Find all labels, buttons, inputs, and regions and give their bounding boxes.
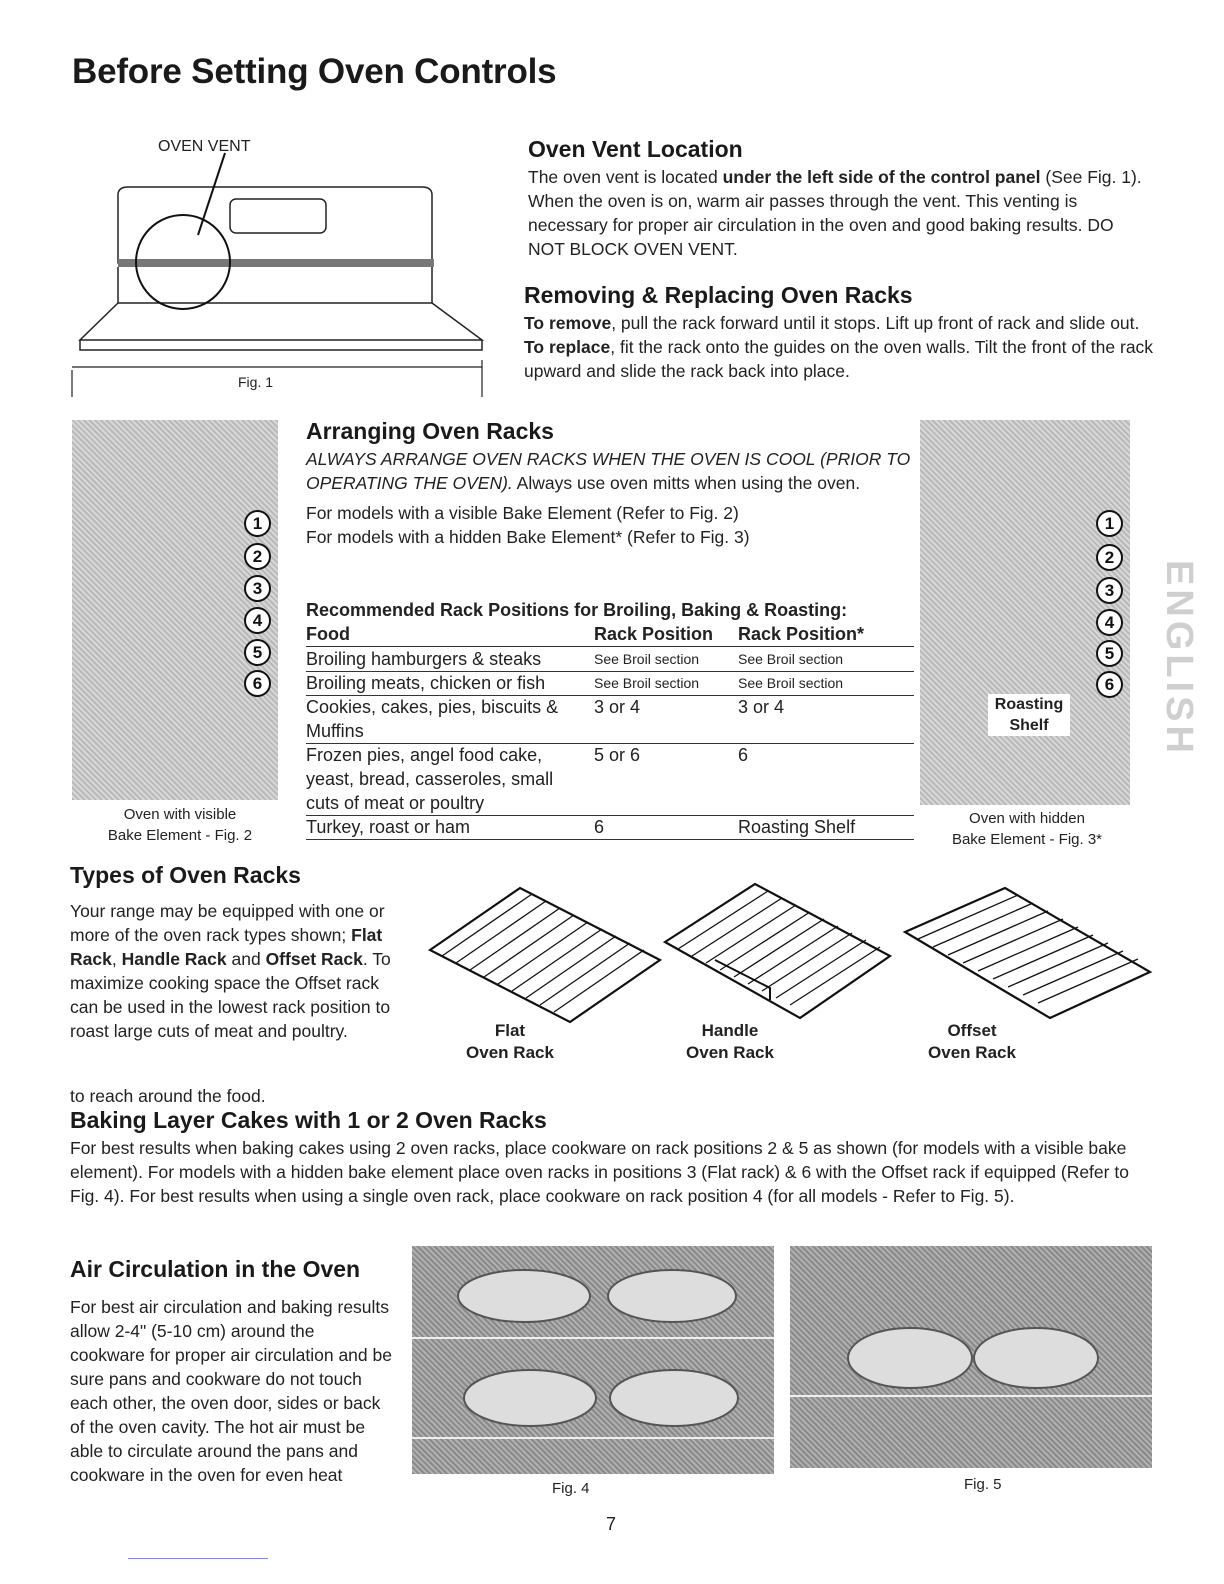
arranging-line-hidden: For models with a hidden Bake Element* (Refer to Fig. 3)	[306, 527, 750, 547]
rack-number: 5	[1096, 640, 1123, 667]
table-header: Food Rack Position Rack Position*	[306, 622, 914, 647]
roasting-shelf-label: Roasting Shelf	[988, 694, 1070, 736]
page-number: 7	[606, 1514, 617, 1534]
table-row: Turkey, roast or ham 6 Roasting Shelf	[306, 815, 914, 840]
air-heading: Air Circulation in the Oven	[70, 1256, 361, 1282]
rack-number: 2	[244, 543, 271, 570]
rack-number: 4	[244, 607, 271, 634]
footer-rule	[128, 1558, 268, 1559]
types-heading: Types of Oven Racks	[70, 862, 301, 888]
removing-text: To remove, pull the rack forward until it stops. Lift up front of rack and slide out. To replace, fit the rack onto the guides on the oven walls. Tilt the front of the rack upward and slide the rack back into place.	[524, 313, 1154, 381]
offset-rack-drawing	[905, 888, 1150, 1018]
handle-rack-drawing	[665, 884, 890, 1018]
table-row: Cookies, cakes, pies, biscuits & Muffins 3 or 4 3 or 4	[306, 695, 914, 744]
vent-heading: Oven Vent Location	[528, 136, 743, 162]
types-text: Your range may be equipped with one or more of the oven rack types shown; Flat Rack, Handle Rack and Offset Rack. To maximize cooking space the Offset rack can be used in the lowest rack position to roast large cuts of meat and poultry.	[70, 901, 391, 1041]
rack-number: 4	[1096, 609, 1123, 636]
oven-vent-label: OVEN VENT	[158, 138, 251, 155]
fig2-photo	[72, 420, 278, 800]
fig5-caption: Fig. 5	[964, 1476, 1002, 1493]
baking-heading: Baking Layer Cakes with 1 or 2 Oven Racks	[70, 1107, 547, 1133]
rack-number: 1	[244, 510, 271, 537]
table-row: Broiling hamburgers & steaks See Broil section See Broil section	[306, 647, 914, 672]
arranging-section	[306, 418, 918, 549]
baking-section	[70, 1107, 1154, 1208]
removing-heading: Removing & Replacing Oven Racks	[524, 282, 913, 308]
handle-rack-label: Handle Oven Rack	[686, 1021, 774, 1062]
fig4-cakes	[412, 1246, 774, 1474]
baking-text: For best results when baking cakes using 2 oven racks, place cookware on rack positions 2 & 5 as shown (for models with a visible bake element). For models with a hidden bake element place oven racks in positions 3 (Flat rack) & 6 with the Offset rack if equipped (Refer to Fig. 4). For best results when using a single oven rack, place cookware on rack position 4 (for all models - Refer to Fig. 5).	[70, 1138, 1129, 1206]
flat-rack-label: Flat Oven Rack	[466, 1021, 554, 1062]
fig3-caption: Oven with hidden Bake Element - Fig. 3*	[951, 810, 1103, 848]
side-tab-english: ENGLISH	[1158, 560, 1200, 757]
page-title: Before Setting Oven Controls	[72, 52, 557, 91]
range-drawing	[70, 135, 490, 400]
rack-number: 3	[244, 575, 271, 602]
rack-number: 6	[1096, 671, 1123, 698]
table-row: Broiling meats, chicken or fish See Broil section See Broil section	[306, 671, 914, 696]
vent-text: The oven vent is located under the left side of the control panel (See Fig. 1). When the oven is on, warm air passes through the vent. This venting is necessary for proper air circulation in the oven and good baking results. DO NOT BLOCK OVEN VENT.	[528, 167, 1142, 259]
vent-section	[528, 136, 1153, 261]
fig5-photo	[790, 1246, 1152, 1468]
offset-rack-label: Offset Oven Rack	[928, 1021, 1016, 1062]
fig4-photo	[412, 1246, 774, 1474]
fig3-photo	[920, 420, 1130, 805]
reach-text: to reach around the food.	[70, 1086, 266, 1106]
rack-number: 3	[1096, 577, 1123, 604]
air-section	[70, 1256, 392, 1487]
rack-drawings	[420, 880, 1160, 1030]
rack-number: 1	[1096, 510, 1123, 537]
rack-number: 5	[244, 639, 271, 666]
rack-number: 6	[244, 670, 271, 697]
arranging-line-visible: For models with a visible Bake Element (Refer to Fig. 2)	[306, 503, 739, 523]
arranging-heading: Arranging Oven Racks	[306, 418, 554, 444]
flat-rack-drawing	[430, 888, 660, 1022]
fig1-caption: Fig. 1	[238, 374, 274, 390]
fig4-caption: Fig. 4	[552, 1480, 590, 1497]
arranging-text: ALWAYS ARRANGE OVEN RACKS WHEN THE OVEN IS COOL (PRIOR TO OPERATING THE OVEN). Always use oven mitts when using the oven.	[306, 449, 911, 493]
fig2-caption: Oven with visible Bake Element - Fig. 2	[107, 806, 253, 844]
rack-number: 2	[1096, 544, 1123, 571]
fig5-cakes	[790, 1246, 1152, 1468]
fig1-illustration	[70, 135, 490, 400]
air-text: For best air circulation and baking results allow 2-4" (5-10 cm) around the cookware for proper air circulation and be sure pans and cookware do not touch each other, the oven door, sides or back of the oven cavity. The hot air must be able to circulate around the pans and cookware in the oven for even heat	[70, 1297, 392, 1485]
table-row: Frozen pies, angel food cake, yeast, bread, casseroles, small cuts of meat or poultry 5 or 6 6	[306, 743, 914, 816]
removing-section	[524, 282, 1154, 383]
types-section	[70, 862, 400, 1043]
table-title: Recommended Rack Positions for Broiling, Baking & Roasting:	[306, 600, 848, 620]
